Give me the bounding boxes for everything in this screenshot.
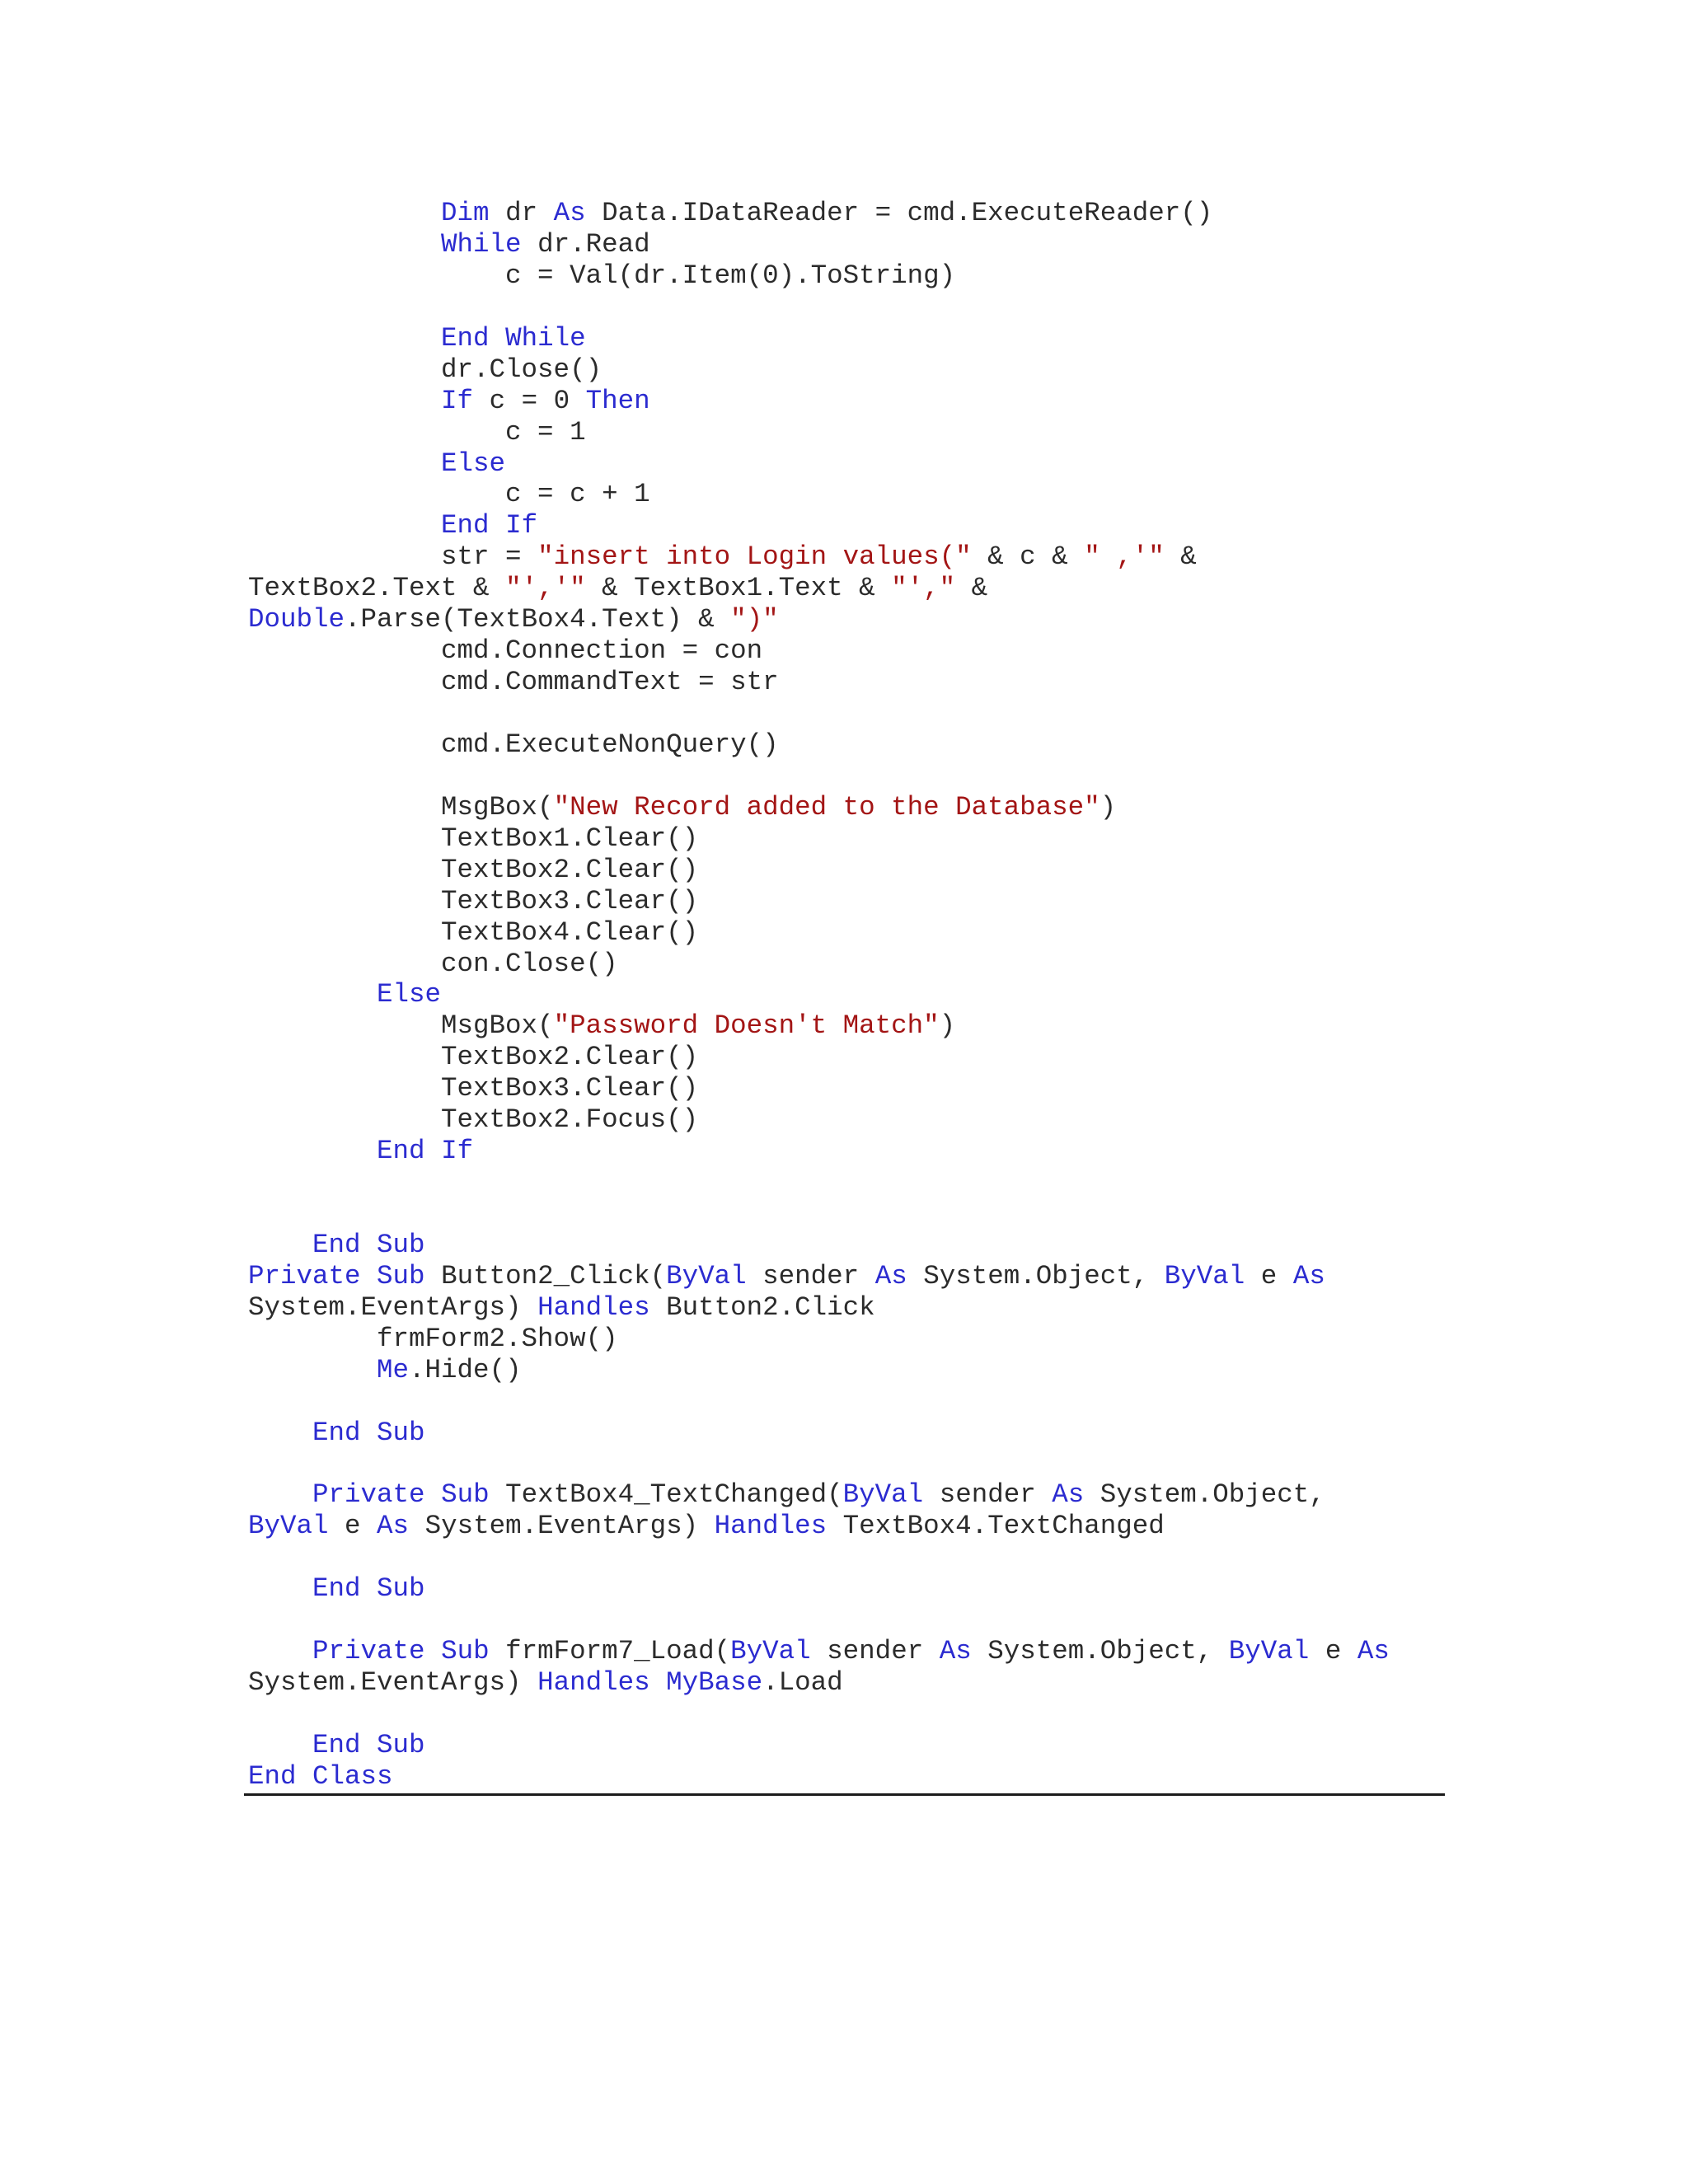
code-keyword: Sub — [377, 1417, 425, 1448]
code-keyword: If — [441, 385, 474, 416]
code-text: c = 0 — [473, 385, 586, 416]
code-text: c = c + 1 — [248, 479, 650, 510]
code-keyword: If — [441, 1136, 474, 1167]
code-line — [248, 1573, 1390, 1605]
code-text — [248, 979, 377, 1010]
code-line — [248, 1761, 1390, 1793]
code-text: cmd.CommandText = str — [248, 667, 779, 698]
code-keyword: Sub — [377, 1229, 425, 1260]
code-line — [248, 198, 1390, 229]
code-keyword: Sub — [441, 1636, 490, 1667]
code-text: TextBox4_TextChanged( — [489, 1479, 843, 1511]
code-string: ")" — [730, 604, 779, 635]
code-text — [650, 1667, 667, 1698]
code-string: "Password Doesn't Match" — [553, 1010, 940, 1042]
code-keyword: End — [312, 1729, 361, 1760]
code-text: sender — [746, 1260, 875, 1291]
code-text: System.Object, — [971, 1636, 1229, 1667]
code-text: System.EventArgs) — [248, 1291, 538, 1323]
code-line — [248, 1073, 1390, 1104]
code-text: dr.Read — [521, 228, 650, 260]
code-text: ) — [939, 1010, 956, 1042]
code-keyword: As — [874, 1260, 907, 1291]
code-text — [361, 1261, 377, 1291]
code-text: TextBox1.Clear() — [248, 823, 699, 854]
code-text: System.Object, — [1084, 1479, 1325, 1511]
code-text — [361, 1573, 377, 1604]
code-text — [248, 1479, 312, 1510]
code-text: & — [1164, 541, 1197, 573]
code-keyword: As — [553, 198, 586, 228]
code-line — [248, 949, 1390, 980]
code-keyword: End — [312, 1417, 361, 1448]
code-text: e — [1245, 1260, 1293, 1291]
code-keyword: ByVal — [248, 1511, 329, 1542]
code-keyword: End — [248, 1760, 297, 1792]
code-line — [248, 823, 1390, 855]
code-keyword: End — [441, 510, 490, 541]
code-keyword: ByVal — [1164, 1260, 1245, 1291]
code-text — [248, 229, 441, 260]
code-text — [425, 1636, 442, 1666]
code-line — [248, 761, 1390, 792]
code-keyword: End — [312, 1229, 361, 1260]
code-keyword: Handles — [537, 1291, 650, 1323]
code-text: System.EventArgs) — [248, 1667, 538, 1699]
code-line — [248, 667, 1390, 698]
code-keyword: As — [939, 1636, 972, 1667]
code-keyword: As — [1292, 1260, 1325, 1291]
code-keyword: Sub — [377, 1573, 425, 1605]
code-text — [248, 1230, 312, 1260]
code-text: TextBox2.Focus() — [248, 1104, 699, 1136]
code-keyword: Double — [248, 604, 345, 635]
code-line — [248, 698, 1390, 729]
code-keyword: Sub — [377, 1729, 425, 1760]
code-text: .Parse(TextBox4.Text) & — [345, 604, 731, 635]
code-text: & TextBox1.Text & — [585, 573, 892, 604]
code-text: dr — [489, 198, 554, 228]
code-text: System.EventArgs) — [409, 1511, 715, 1542]
code-text — [425, 1479, 442, 1510]
code-line — [248, 917, 1390, 949]
code-keyword: Else — [377, 979, 442, 1010]
code-line — [248, 448, 1390, 480]
code-keyword: If — [505, 510, 538, 541]
code-line — [248, 386, 1390, 417]
code-line — [248, 1511, 1390, 1542]
code-text: con.Close() — [248, 948, 618, 979]
code-keyword: Dim — [441, 198, 490, 228]
code-line — [248, 1699, 1390, 1730]
code-keyword: End — [312, 1573, 361, 1605]
code-text — [248, 198, 441, 228]
code-line — [248, 323, 1390, 354]
code-line — [248, 417, 1390, 448]
code-string: " ,'" — [1084, 541, 1165, 573]
code-text: sender — [810, 1636, 940, 1667]
code-text: TextBox2.Clear() — [248, 854, 699, 885]
code-line — [248, 354, 1390, 386]
code-line — [248, 886, 1390, 917]
code-keyword: Private — [312, 1636, 425, 1667]
code-text: & — [955, 573, 988, 604]
code-line — [248, 1324, 1390, 1355]
code-keyword: Handles — [537, 1667, 650, 1699]
code-string: "','" — [505, 573, 586, 604]
code-line — [248, 1449, 1390, 1480]
code-keyword: Handles — [714, 1511, 828, 1542]
code-text — [248, 1636, 312, 1666]
code-text — [248, 510, 441, 541]
code-text: TextBox2.Clear() — [248, 1042, 699, 1073]
code-listing — [248, 198, 1390, 1793]
code-keyword: ByVal — [730, 1636, 811, 1667]
code-line — [248, 1042, 1390, 1073]
code-keyword: Then — [585, 385, 650, 416]
code-text: cmd.Connection = con — [248, 635, 763, 667]
code-line — [248, 1667, 1390, 1699]
code-line — [248, 1261, 1390, 1292]
code-line — [248, 1730, 1390, 1761]
code-keyword: End — [441, 322, 490, 354]
code-keyword: ByVal — [842, 1479, 924, 1511]
code-keyword: Sub — [441, 1479, 490, 1511]
code-keyword: While — [441, 228, 522, 260]
code-keyword: Me — [377, 1354, 410, 1385]
code-text: Button2.Click — [649, 1291, 875, 1323]
code-keyword: MyBase — [666, 1667, 763, 1699]
code-keyword: While — [505, 322, 586, 354]
code-text: e — [328, 1511, 377, 1542]
code-keyword: As — [1357, 1636, 1390, 1667]
code-text: TextBox3.Clear() — [248, 885, 699, 916]
code-text — [248, 1136, 377, 1166]
code-keyword: ByVal — [1228, 1636, 1310, 1667]
code-keyword: End — [377, 1136, 425, 1167]
code-line — [248, 260, 1390, 292]
code-text: Data.IDataReader = cmd.ExecuteReader() — [585, 198, 1213, 228]
code-text: TextBox4.Clear() — [248, 916, 699, 948]
code-keyword: Private — [312, 1479, 425, 1511]
code-text: TextBox3.Clear() — [248, 1073, 699, 1104]
code-keyword: Sub — [377, 1260, 425, 1291]
code-text: MsgBox( — [248, 791, 554, 823]
code-text: c = 1 — [248, 416, 586, 448]
code-text: MsgBox( — [248, 1010, 554, 1042]
code-text — [248, 323, 441, 354]
code-line — [248, 229, 1390, 260]
code-text: cmd.ExecuteNonQuery() — [248, 729, 779, 760]
code-text: TextBox2.Text & — [248, 573, 506, 604]
code-line — [248, 855, 1390, 886]
code-line — [248, 1542, 1390, 1573]
code-text — [248, 1355, 377, 1385]
code-text — [248, 386, 441, 416]
code-text — [248, 1418, 312, 1448]
code-line — [248, 1479, 1390, 1511]
code-text: ) — [1100, 791, 1117, 823]
code-line — [248, 1636, 1390, 1667]
code-text: .Hide() — [409, 1354, 522, 1385]
code-keyword: As — [1052, 1479, 1085, 1511]
code-line — [248, 479, 1390, 510]
code-text: System.Object, — [907, 1260, 1165, 1291]
code-line — [248, 573, 1390, 604]
code-text: & c & — [971, 541, 1085, 573]
code-text: str = — [248, 541, 538, 573]
code-text — [248, 1730, 312, 1760]
code-string: "New Record added to the Database" — [553, 791, 1100, 823]
code-text — [361, 1418, 377, 1448]
code-keyword: Else — [441, 448, 506, 479]
code-text — [297, 1761, 313, 1792]
code-text: dr.Close() — [248, 354, 603, 385]
code-line — [248, 635, 1390, 667]
code-line — [248, 1292, 1390, 1324]
code-line — [248, 541, 1390, 573]
code-line — [248, 1418, 1390, 1449]
code-string: "'," — [891, 573, 956, 604]
code-line — [248, 1230, 1390, 1261]
code-line — [248, 1386, 1390, 1418]
code-line — [248, 979, 1390, 1010]
code-keyword: Class — [312, 1760, 393, 1792]
code-text: frmForm7_Load( — [489, 1636, 731, 1667]
code-line — [248, 604, 1390, 635]
code-line — [248, 292, 1390, 323]
code-text — [248, 448, 441, 479]
code-text — [361, 1730, 377, 1760]
bottom-rule — [244, 1793, 1445, 1796]
code-line — [248, 1198, 1390, 1230]
code-line — [248, 1136, 1390, 1167]
code-text: TextBox4.TextChanged — [827, 1511, 1165, 1542]
code-keyword: As — [377, 1511, 410, 1542]
code-text: c = Val(dr.Item(0).ToString) — [248, 260, 956, 291]
code-text — [248, 1573, 312, 1604]
code-line — [248, 792, 1390, 823]
code-text: Button2_Click( — [424, 1260, 667, 1291]
code-keyword: Private — [248, 1260, 361, 1291]
code-text — [490, 510, 506, 541]
code-line — [248, 1167, 1390, 1198]
code-text: e — [1309, 1636, 1357, 1667]
code-line — [248, 729, 1390, 761]
code-text — [490, 323, 506, 354]
code-line — [248, 510, 1390, 541]
code-line — [248, 1104, 1390, 1136]
code-text — [425, 1136, 442, 1166]
code-line — [248, 1355, 1390, 1386]
code-string: "insert into Login values(" — [537, 541, 972, 573]
code-text: sender — [923, 1479, 1053, 1511]
code-line — [248, 1010, 1390, 1042]
code-text: .Load — [762, 1667, 843, 1699]
code-text — [361, 1230, 377, 1260]
code-keyword: ByVal — [666, 1260, 747, 1291]
code-line — [248, 1605, 1390, 1636]
code-text: frmForm2.Show() — [248, 1323, 618, 1354]
